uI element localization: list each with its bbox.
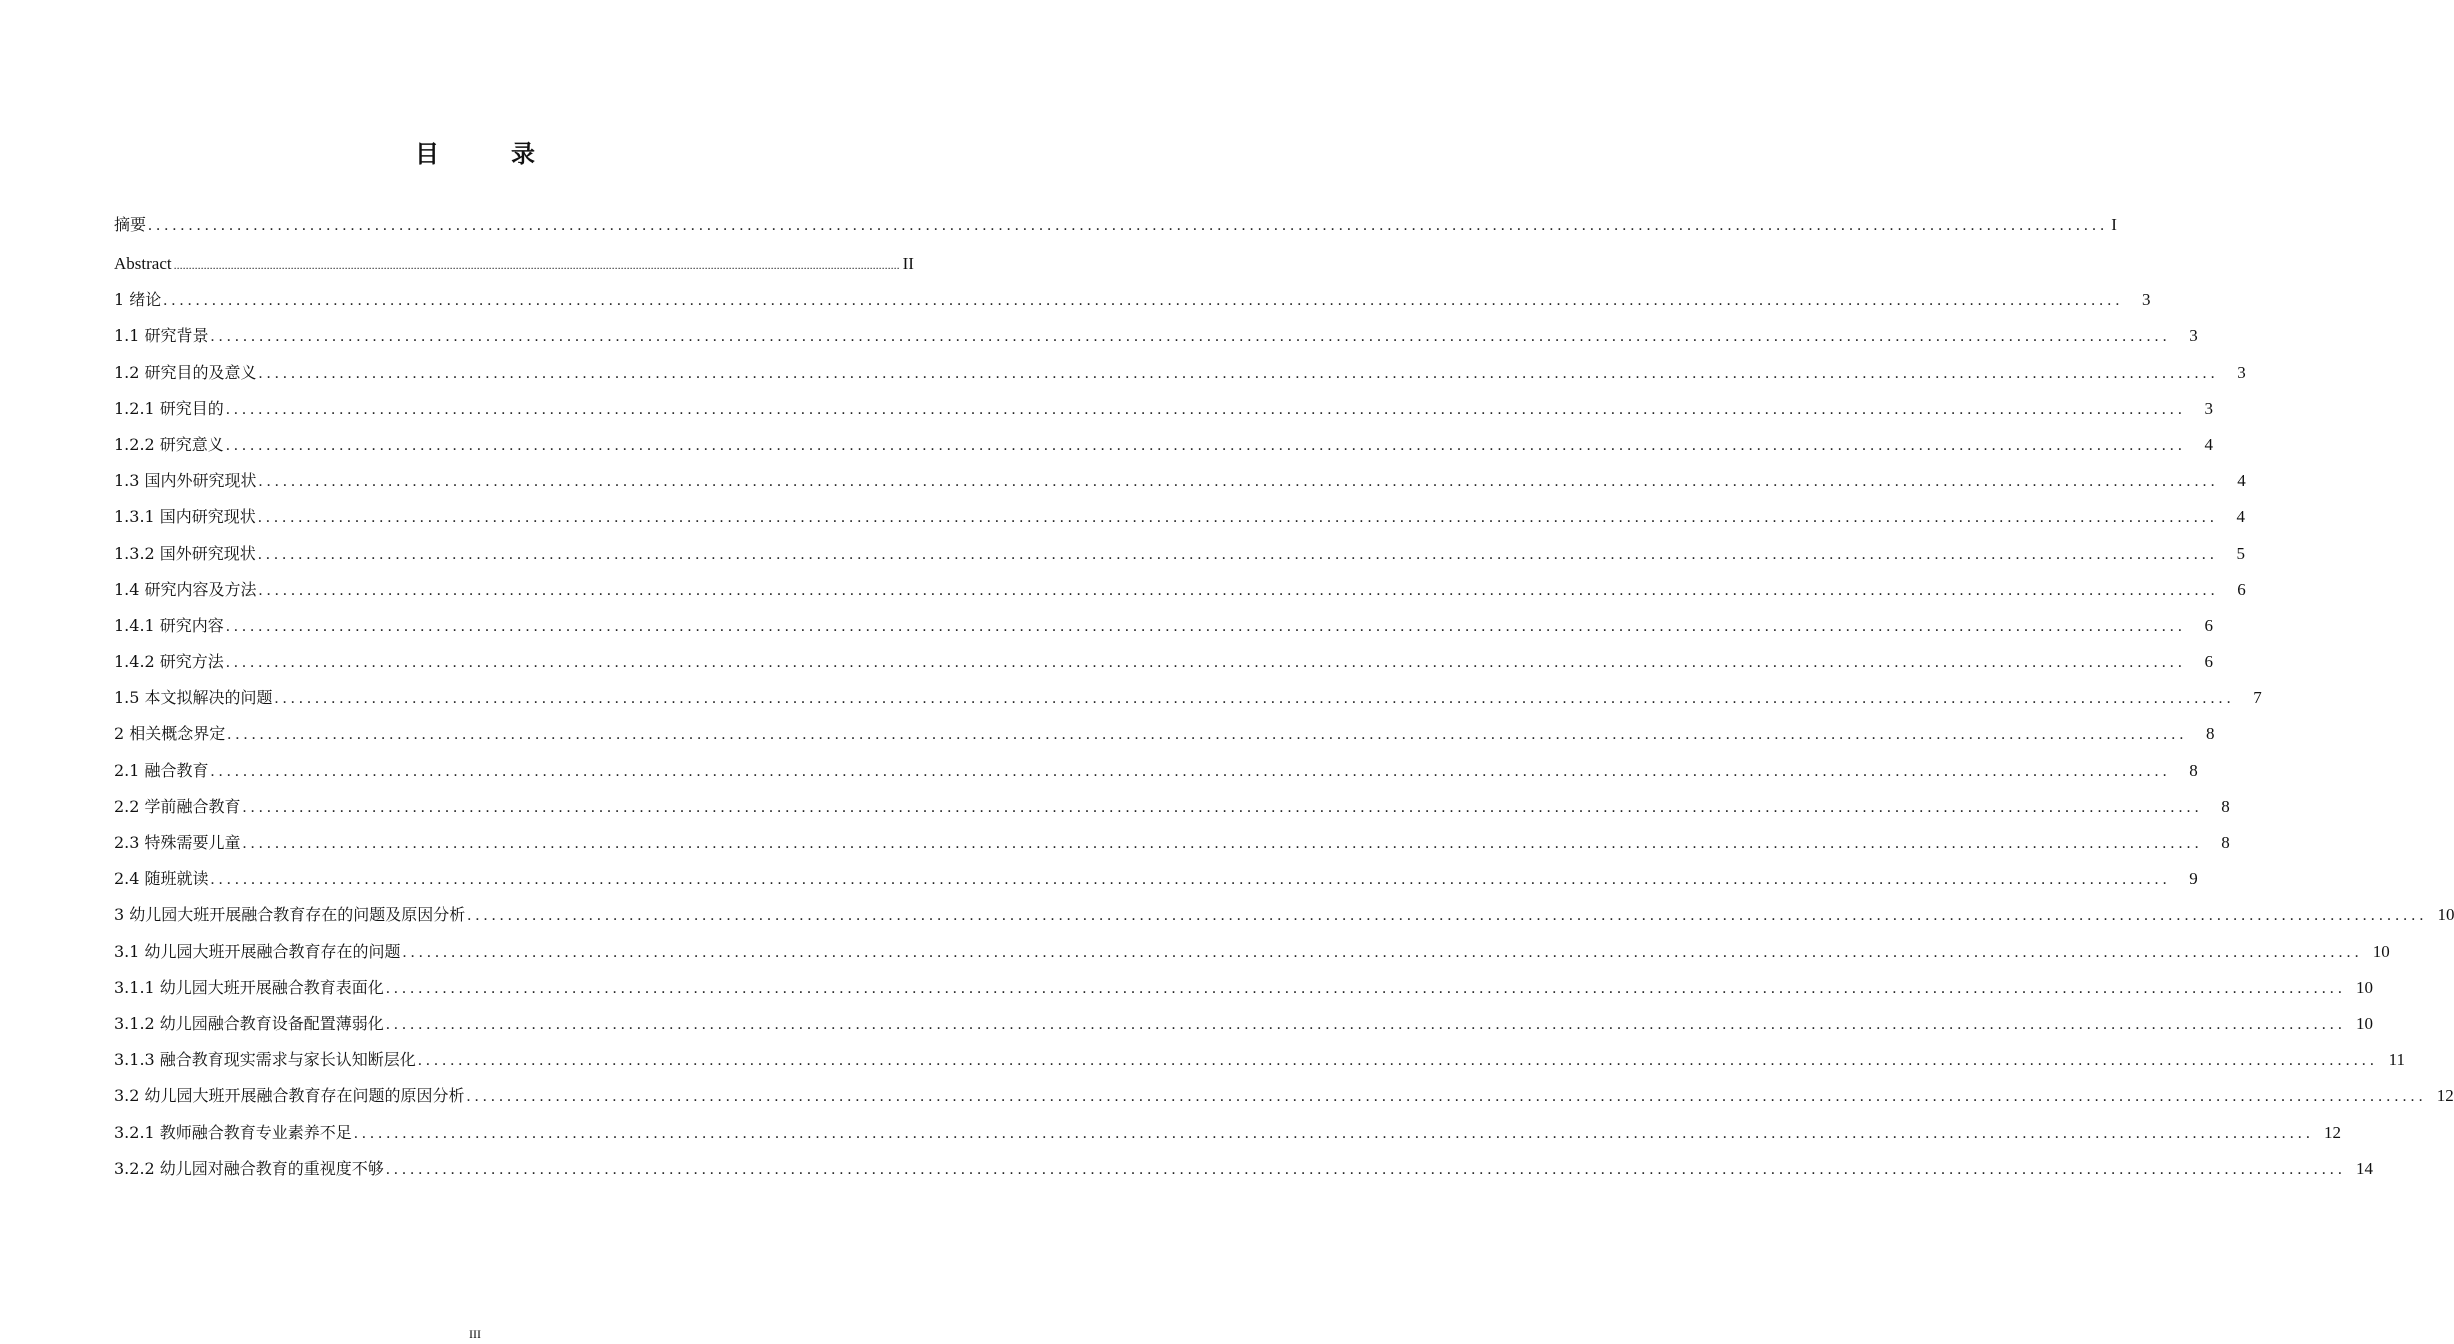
page-title: 目 录 (415, 140, 559, 169)
toc-entry-page: 6 (2204, 652, 2214, 672)
toc-entry-label: 3.2.1 教师融合教育专业素养不足 (114, 1122, 352, 1142)
toc-entry[interactable] (114, 867, 2198, 903)
toc-entry[interactable] (114, 903, 2454, 939)
toc-dot-leader: .................................................................................................................................................................................................................................................. (417, 1052, 2379, 1070)
toc-entry-label: 2 相关概念界定 (114, 724, 226, 744)
toc-entry-label: 3.1.3 融合教育现实需求与家长认知断层化 (114, 1050, 416, 1070)
toc-entry-page: 8 (2221, 796, 2230, 816)
toc-dot-leader: .................................................................................................................................................................................................................................................. (385, 1015, 2347, 1033)
toc-entry-page: 8 (2205, 724, 2215, 744)
toc-entry[interactable] (114, 1121, 2342, 1157)
toc-entry-page: 4 (2237, 471, 2246, 491)
toc-dot-leader: .................................................................................................................................................................................................................................................. (353, 1124, 2315, 1142)
toc-entry-page: 4 (2236, 507, 2246, 527)
toc-entry[interactable] (114, 650, 2214, 686)
toc-dot-leader: .................................................................................................................................................................................................................................................. (274, 690, 2235, 708)
toc-entry-page: 8 (2221, 833, 2230, 852)
toc-entry-label: 3.1 幼儿园大班开展融合教育存在的问题 (114, 941, 401, 961)
toc-entry-label: 1.3 国内外研究现状 (114, 471, 257, 491)
toc-entry-label: 3.1.1 幼儿园大班开展融合教育表面化 (114, 977, 384, 997)
toc-entry-label: 2.1 融合教育 (114, 760, 209, 780)
toc-dot-leader: .................................................................................................................................................................................................................................................. (258, 364, 2219, 382)
toc-entry-page: 7 (2253, 688, 2262, 708)
toc-dot-leader: .................................................................................................................................................................................................................................................. (258, 581, 2219, 599)
toc-entry-page: 8 (2189, 760, 2198, 780)
toc-entry[interactable] (114, 940, 2390, 976)
toc-entry[interactable] (114, 831, 2230, 867)
toc-entry[interactable] (114, 578, 2246, 614)
toc-entry[interactable] (114, 1084, 2454, 1120)
toc-entry-page: 12 (2324, 1122, 2342, 1142)
toc-entry-label: 3.2.2 幼儿园对融合教育的重视度不够 (114, 1158, 384, 1178)
toc-entry-page: 10 (2372, 941, 2390, 961)
toc-entry[interactable] (114, 505, 2246, 541)
toc-entry-label: 1.4.1 研究内容 (114, 615, 224, 635)
toc-entry-page: 6 (2204, 615, 2214, 635)
toc-dot-leader: .................................................................................................................................................................................................................................................. (173, 258, 900, 272)
toc-entry-page: I (2111, 215, 2117, 234)
page-number: III (469, 1327, 481, 1341)
toc-entry[interactable] (114, 469, 2246, 505)
toc-dot-leader: .................................................................................................................................................................................................................................................. (225, 617, 2187, 635)
toc-entry-label: 2.3 特殊需要儿童 (114, 833, 241, 852)
toc-entry-page: 14 (2356, 1158, 2374, 1178)
toc-dot-leader: .................................................................................................................................................................................................................................................. (225, 436, 2187, 454)
toc-entry-page: 3 (2204, 398, 2214, 418)
toc-entry[interactable] (114, 759, 2198, 795)
toc-dot-leader: .................................................................................................................................................................................................................................................. (242, 835, 2203, 852)
toc-entry-page: 3 (2189, 326, 2198, 346)
toc-entry-label: 1.3.2 国外研究现状 (114, 543, 256, 563)
toc-entry[interactable] (114, 433, 2214, 469)
toc-dot-leader: .................................................................................................................................................................................................................................................. (258, 473, 2219, 491)
toc-entry-label: 1.2.2 研究意义 (114, 434, 224, 454)
toc-entry-page: 12 (2436, 1086, 2454, 1106)
toc-entry-page: 3 (2141, 290, 2151, 310)
toc-entry-page: 5 (2236, 543, 2246, 563)
toc-entry-label: 1.4 研究内容及方法 (114, 579, 257, 599)
toc-entry-page: 6 (2237, 579, 2246, 599)
toc-entry[interactable] (114, 1048, 2406, 1084)
toc-entry-label: 2.4 随班就读 (114, 869, 209, 889)
toc-entry[interactable] (114, 252, 914, 288)
toc-dot-leader: .................................................................................................................................................................................................................................................. (148, 217, 2109, 234)
toc-entry-page: 3 (2237, 362, 2246, 382)
toc-entry[interactable] (114, 288, 2151, 324)
toc-dot-leader: .................................................................................................................................................................................................................................................. (385, 979, 2347, 997)
toc-entry-page: II (902, 254, 914, 273)
toc-entry[interactable] (114, 542, 2246, 578)
toc-entry-label: 1.2 研究目的及意义 (114, 362, 257, 382)
toc-dot-leader: .................................................................................................................................................................................................................................................. (242, 798, 2203, 816)
toc-entry-label: 1.5 本文拟解决的问题 (114, 688, 273, 708)
toc-dot-leader: .................................................................................................................................................................................................................................................. (225, 654, 2187, 672)
table-of-contents (114, 213, 2454, 1193)
toc-entry-page: 9 (2189, 869, 2198, 889)
toc-entry[interactable] (114, 614, 2214, 650)
toc-entry-label: 1 绪论 (114, 290, 162, 310)
toc-dot-leader: .................................................................................................................................................................................................................................................. (225, 400, 2187, 418)
toc-entry-label: 1.1 研究背景 (114, 326, 209, 346)
toc-entry-label: Abstract (114, 254, 172, 273)
toc-entry[interactable] (114, 361, 2246, 397)
toc-entry[interactable] (114, 795, 2230, 831)
toc-dot-leader: .................................................................................................................................................................................................................................................. (257, 509, 2219, 527)
toc-entry[interactable] (114, 686, 2262, 722)
toc-entry-label: 1.4.2 研究方法 (114, 652, 224, 672)
toc-entry-page: 10 (2356, 977, 2374, 997)
toc-entry[interactable] (114, 722, 2215, 758)
toc-dot-leader: .................................................................................................................................................................................................................................................. (163, 292, 2124, 310)
toc-dot-leader: .................................................................................................................................................................................................................................................. (210, 871, 2171, 889)
toc-dot-leader: .................................................................................................................................................................................................................................................. (402, 943, 2363, 961)
toc-dot-leader: .................................................................................................................................................................................................................................................. (385, 1160, 2347, 1178)
toc-dot-leader: .................................................................................................................................................................................................................................................. (467, 907, 2428, 925)
toc-entry[interactable] (114, 1012, 2374, 1048)
toc-entry[interactable] (114, 976, 2374, 1012)
toc-entry-label: 1.2.1 研究目的 (114, 398, 224, 418)
toc-entry[interactable] (114, 397, 2214, 433)
toc-entry-label: 3 幼儿园大班开展融合教育存在的问题及原因分析 (114, 905, 466, 925)
toc-entry[interactable] (114, 1157, 2374, 1193)
toc-entry-label: 2.2 学前融合教育 (114, 796, 241, 816)
toc-dot-leader: .................................................................................................................................................................................................................................................. (466, 1088, 2427, 1106)
toc-entry[interactable] (114, 213, 2117, 252)
toc-entry-label: 摘要 (114, 215, 147, 234)
toc-entry-label: 3.2 幼儿园大班开展融合教育存在问题的原因分析 (114, 1086, 465, 1106)
toc-dot-leader: .................................................................................................................................................................................................................................................. (210, 328, 2171, 346)
toc-entry-label: 1.3.1 国内研究现状 (114, 507, 256, 527)
toc-entry-label: 3.1.2 幼儿园融合教育设备配置薄弱化 (114, 1013, 384, 1033)
toc-entry-page: 4 (2204, 434, 2214, 454)
toc-dot-leader: .................................................................................................................................................................................................................................................. (210, 762, 2171, 780)
toc-entry[interactable] (114, 324, 2198, 360)
toc-entry-page: 10 (2437, 905, 2454, 925)
toc-entry-page: 11 (2388, 1050, 2406, 1070)
toc-dot-leader: .................................................................................................................................................................................................................................................. (227, 726, 2188, 744)
toc-entry-page: 10 (2356, 1013, 2374, 1033)
toc-dot-leader: .................................................................................................................................................................................................................................................. (257, 545, 2219, 563)
